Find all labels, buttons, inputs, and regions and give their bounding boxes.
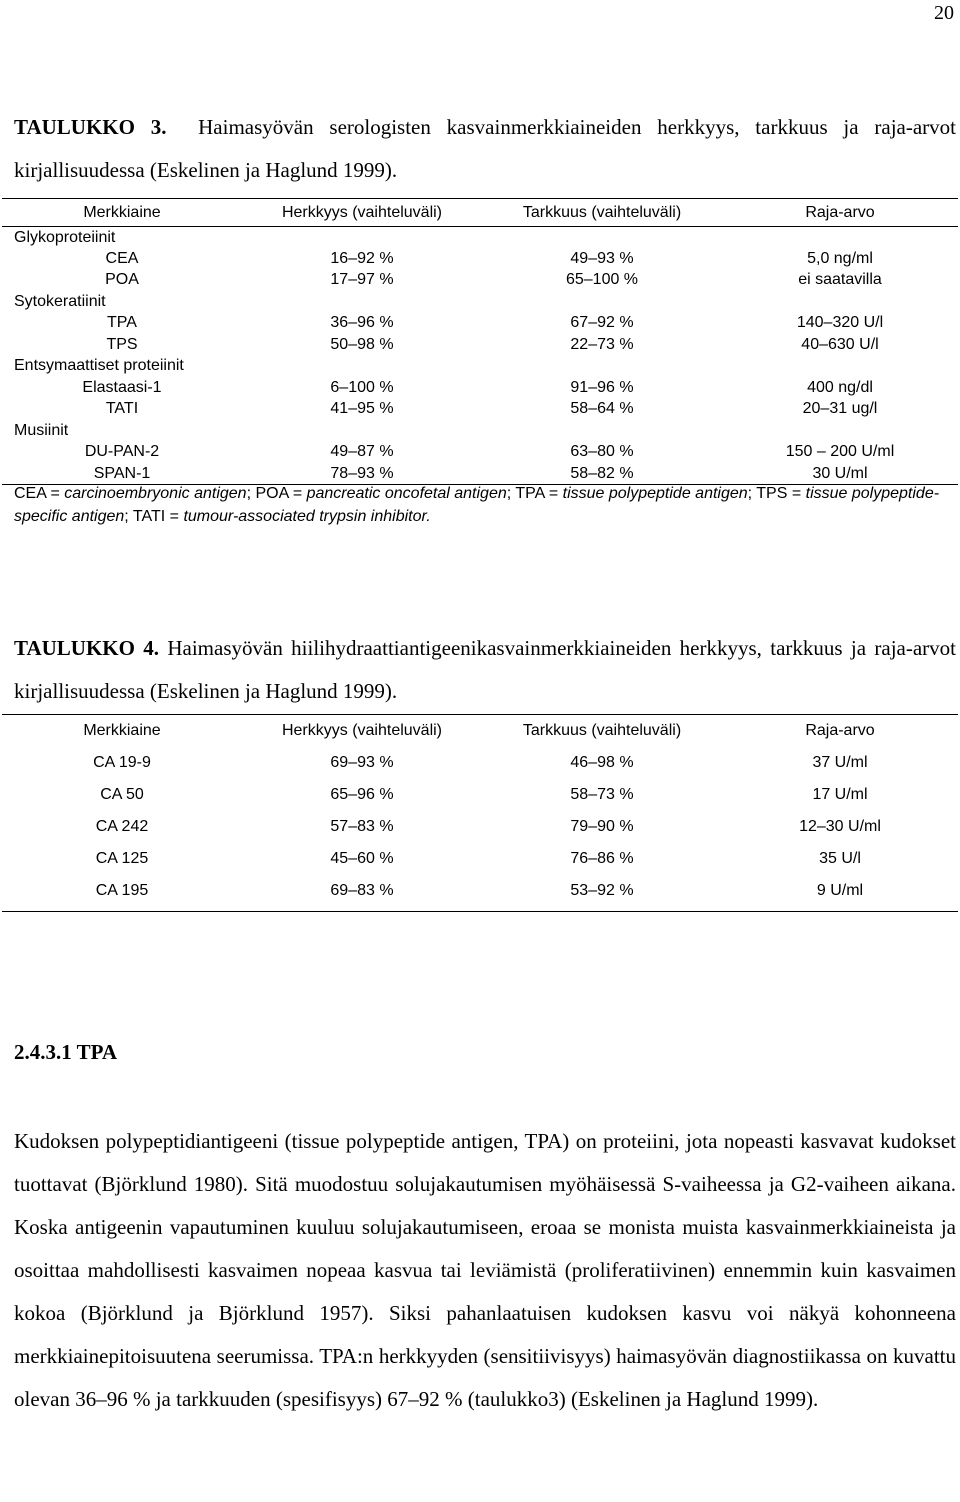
table3-cell: TATI (105, 400, 139, 418)
table3-cell: 65–100 % (565, 271, 639, 289)
table4-row (2, 875, 958, 912)
table3-cell: 22–73 % (570, 335, 634, 353)
table4-cell: CA 50 (100, 786, 144, 803)
table3-header: Raja-arvo (722, 199, 958, 227)
table3-row (2, 442, 958, 464)
table3-cell: 30 U/ml (722, 463, 958, 485)
table3-header: Merkkiaine (2, 199, 242, 227)
footnote-abbr: TPA (515, 485, 545, 502)
table4-cell: 9 U/ml (816, 882, 864, 899)
table4-cell: 35 U/l (819, 850, 861, 867)
table3-cell: 67–92 % (570, 314, 634, 332)
table3-cell: 20–31 ug/l (802, 400, 878, 418)
table3-cell: 49–93 % (570, 249, 634, 267)
table4-header: Merkkiaine (83, 722, 161, 739)
table3-cell: 58–64 % (570, 400, 634, 418)
section-heading: 2.4.3.1 TPA (14, 1040, 118, 1064)
table4-cell: 65–96 % (330, 786, 394, 803)
table3-cell: 49–87 % (330, 443, 394, 461)
table3-row (2, 270, 958, 292)
table3-cell: 40–630 U/l (801, 335, 879, 353)
table3-cell: 17–97 % (330, 271, 394, 289)
table4 (2, 714, 958, 912)
footnote-def: pancreatic oncofetal antigen (306, 485, 507, 502)
table4-cell: 12–30 U/ml (799, 818, 881, 835)
table3-footnote: CEA = carcinoembryonic antigen; POA = pancreatic oncofetal antigen; TPA = tissue polypeptide antigen; TPS = tissue polypeptide-specific antigen; TATI = tumour-associated trypsin inhibitor. (14, 485, 940, 525)
table3-cell: 91–96 % (570, 378, 634, 396)
table3-cell: Elastaasi-1 (82, 378, 162, 396)
table3-group-row (2, 291, 958, 313)
table3-header: Herkkyys (vaihteluväli) (242, 199, 482, 227)
table3-cell: POA (105, 271, 139, 289)
table3-row (2, 399, 958, 421)
footnote-def: carcinoembryonic antigen (64, 485, 247, 502)
table3-group-name: Musiinit (14, 421, 69, 439)
table4-cell: CA 19-9 (93, 754, 151, 771)
table3-group-name: Sytokeratiinit (14, 292, 106, 310)
footnote-def: tissue polypeptide antigen (562, 485, 748, 502)
table3-cell: 63–80 % (570, 443, 634, 461)
footnote-abbr: TPS (756, 485, 788, 502)
table3-group-name: Glykoproteiinit (14, 228, 116, 246)
table4-cell: 57–83 % (330, 818, 394, 835)
table3-cell: 41–95 % (330, 400, 394, 418)
table3-cell: CEA (105, 249, 139, 267)
table3-label: TAULUKKO 3. (14, 115, 167, 139)
table3-row (2, 377, 958, 399)
table4-row (2, 811, 958, 843)
section-paragraph: Kudoksen polypeptidiantigeeni (tissue polypeptide antigen, TPA) on proteiini, jota nopeasti kasvavat kudokset tuottavat (Björklund 1980). Sitä muodostuu solujakautumisen myöhäisessä S-vaiheessa ja G2-vaiheen aikana. Koska antigeenin vapautuminen kuuluu solujakautumiseen, eroaa se monista muista kasvainmerkkiaineista ja osoittaa mahdollisesti kasvaimen nopeaa kasvua tai leviämistä (proliferatiivinen) ennemmin kuin kasvaimen kokoa (Björklund ja Björklund 1957). Siksi pahanlaatuisen kudoksen kasvu voi näkyä kohonneena merkkiainepitoisuutena seerumissa. TPA:n herkkyyden (sensitiivisyys) haimasyövän diagnostiikassa on kuvattu olevan 36–96 % ja tarkkuuden (spesifisyys) 67–92 % (taulukko3) (Eskelinen ja Haglund 1999). (14, 1129, 956, 1411)
table3-cell: TPA (107, 314, 137, 332)
table3-cell: 140–320 U/l (796, 314, 884, 332)
table4-cell: 17 U/ml (812, 786, 868, 803)
table4-cell: 58–73 % (570, 786, 634, 803)
table3-cell: TPS (106, 335, 138, 353)
table4-row (2, 843, 958, 875)
table4-cell: 76–86 % (570, 850, 634, 867)
table4-cell: 69–93 % (330, 754, 394, 771)
table3-cell: SPAN-1 (2, 463, 242, 485)
table4-cell: 53–92 % (570, 882, 634, 899)
table4-header: Herkkyys (vaihteluväli) (281, 722, 443, 739)
footnote-def: tumour-associated trypsin inhibitor (183, 508, 427, 525)
table4-row (2, 779, 958, 811)
table3-group-row (2, 227, 958, 249)
table4-caption-text: Haimasyövän hiilihydraattiantigeenikasvainmerkkiaineiden herkkyys, tarkkuus ja raja-arvot kirjallisuudessa (Eskelinen ja Haglund 1999). (14, 636, 956, 703)
footnote-abbr: POA (255, 485, 289, 502)
table3-caption (14, 106, 956, 192)
table4-cell: CA 195 (95, 882, 149, 899)
table4-cell: CA 242 (95, 818, 149, 835)
table3-cell: 6–100 % (330, 378, 394, 396)
table3-cell: 400 ng/dl (807, 378, 873, 396)
table4-row (2, 747, 958, 779)
table3-row (2, 313, 958, 335)
table3-cell: DU-PAN-2 (84, 443, 160, 461)
table3-cell: 50–98 % (330, 335, 394, 353)
table4-cell: 46–98 % (570, 754, 634, 771)
table3-header-row (2, 199, 958, 227)
table3-group-row (2, 356, 958, 378)
footnote-abbr: CEA (14, 485, 47, 502)
table3-cell: 58–82 % (482, 463, 722, 485)
table4-caption (14, 627, 956, 713)
table4-cell: 37 U/ml (812, 754, 868, 771)
table3-cell: ei saatavilla (798, 271, 882, 289)
table4-header: Tarkkuus (vaihteluväli) (522, 722, 682, 739)
table3-cell: 16–92 % (330, 249, 394, 267)
table3-cell: 36–96 % (330, 314, 394, 332)
table3-header: Tarkkuus (vaihteluväli) (482, 199, 722, 227)
table3-group-row (2, 420, 958, 442)
table3-caption-text: Haimasyövän serologisten kasvainmerkkiaineiden herkkyys, tarkkuus ja raja-arvot kirjallisuudessa (Eskelinen ja Haglund 1999). (14, 115, 956, 182)
table4-label: TAULUKKO 4. (14, 636, 160, 660)
table3-cell: 5,0 ng/ml (807, 249, 873, 267)
table4-cell: 45–60 % (330, 850, 394, 867)
footnote-def: tissue polypeptide-specific antigen (14, 485, 940, 525)
table3 (2, 198, 958, 485)
table4-header: Raja-arvo (805, 722, 875, 739)
table3-cell: 150 – 200 U/ml (785, 443, 895, 461)
table4-cell: 79–90 % (570, 818, 634, 835)
table3-row (2, 334, 958, 356)
table4-header-row (2, 715, 958, 748)
table3-row (2, 248, 958, 270)
footnote-abbr: TATI (132, 508, 166, 525)
table4-cell: CA 125 (95, 850, 149, 867)
table3-cell: 78–93 % (242, 463, 482, 485)
table4-cell: 69–83 % (330, 882, 394, 899)
page-number: 20 (934, 2, 954, 24)
table3-group-name: Entsymaattiset proteiinit (14, 357, 184, 375)
